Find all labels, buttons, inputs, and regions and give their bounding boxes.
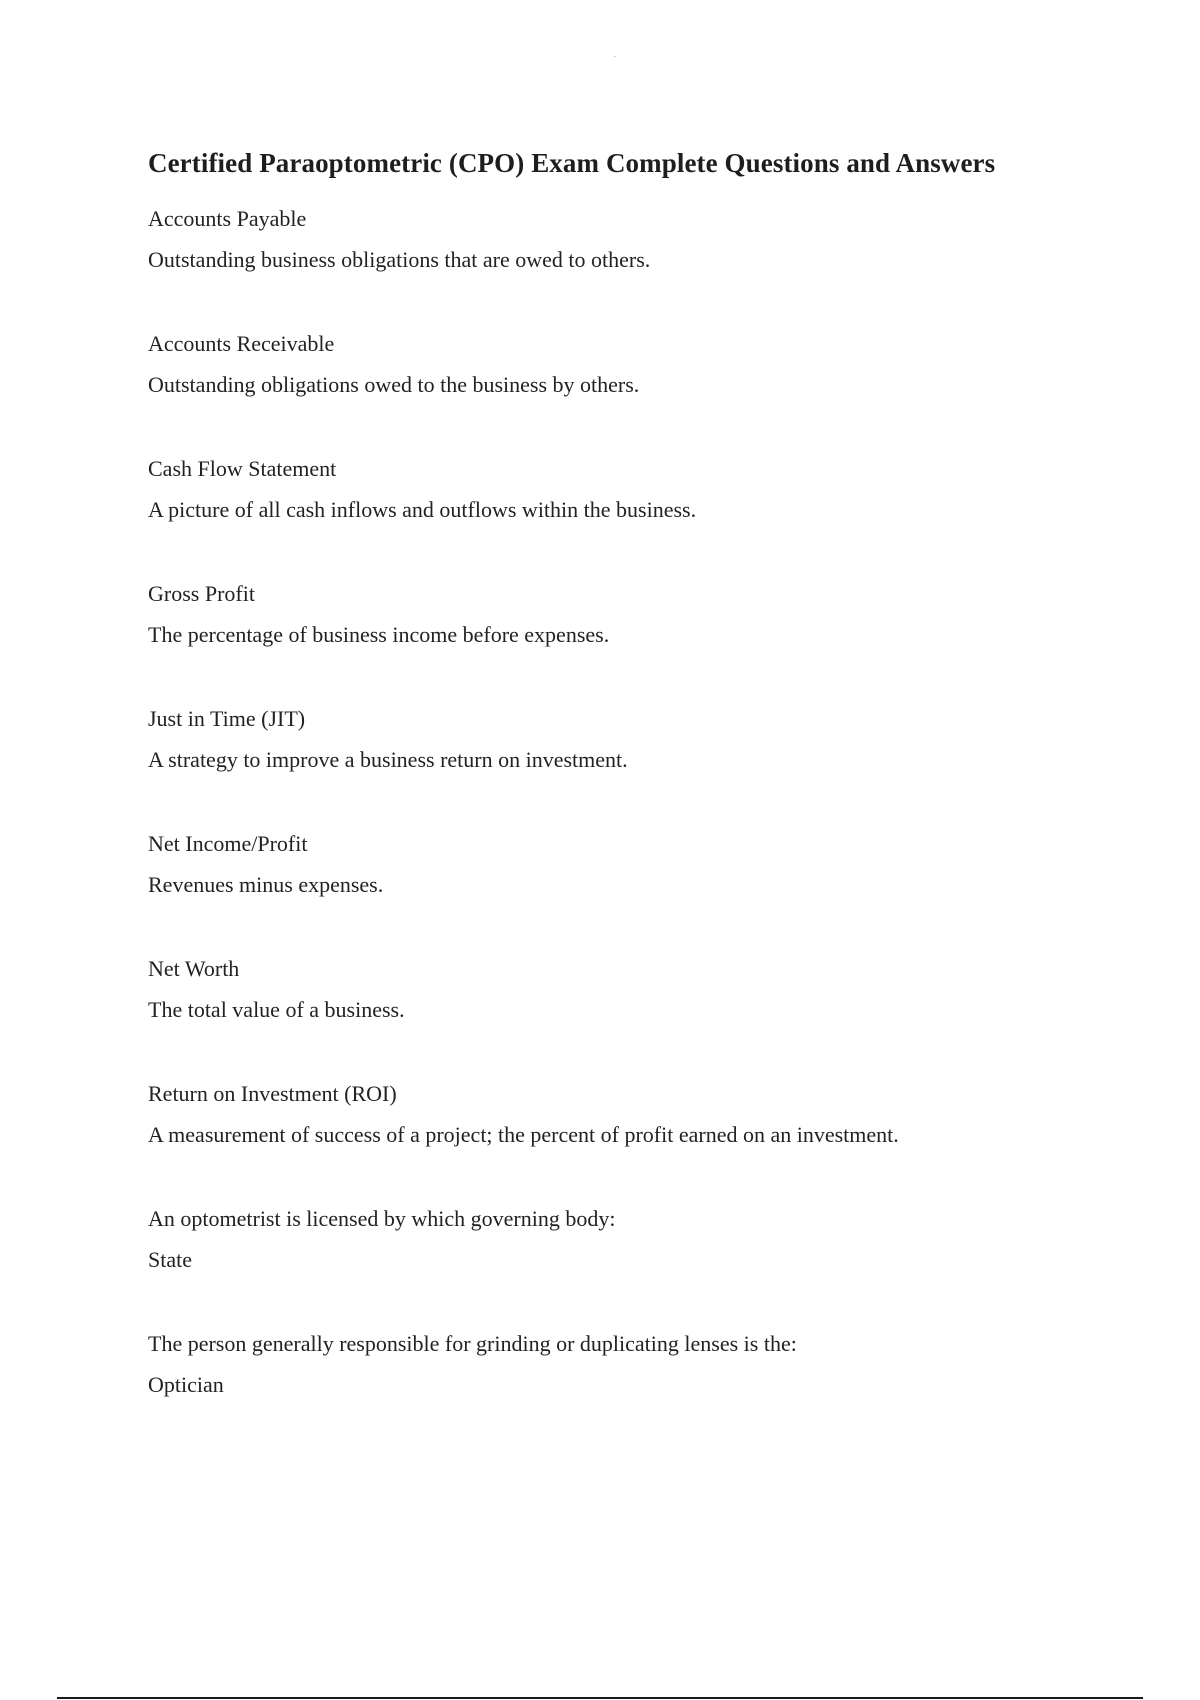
footer-divider (57, 1697, 1143, 1699)
qa-answer: Outstanding business obligations that are owed to others. (148, 247, 651, 272)
qa-answer: The total value of a business. (148, 997, 405, 1022)
qa-answer: Revenues minus expenses. (148, 872, 384, 897)
qa-question: Net Worth (148, 956, 240, 981)
document-title: Certified Paraoptometric (CPO) Exam Complete Questions and Answers (148, 148, 996, 178)
qa-question: The person generally responsible for grinding or duplicating lenses is the: (148, 1331, 797, 1356)
qa-item (148, 823, 1148, 948)
qa-item (148, 948, 1148, 1073)
qa-question: An optometrist is licensed by which governing body: (148, 1206, 616, 1231)
scan-artifact-dot (614, 56, 616, 57)
qa-item (148, 323, 1148, 448)
qa-item (148, 448, 1148, 573)
qa-item (148, 1323, 1148, 1448)
qa-list (148, 198, 1148, 1448)
qa-item (148, 1198, 1148, 1323)
qa-question: Just in Time (JIT) (148, 706, 306, 731)
qa-answer: Optician (148, 1372, 224, 1397)
qa-question: Cash Flow Statement (148, 456, 337, 481)
qa-question: Accounts Payable (148, 206, 307, 231)
qa-question: Return on Investment (ROI) (148, 1081, 397, 1106)
qa-item (148, 698, 1148, 823)
qa-question: Gross Profit (148, 581, 255, 606)
qa-answer: State (148, 1247, 192, 1272)
qa-answer: A measurement of success of a project; the percent of profit earned on an investment. (148, 1122, 899, 1147)
qa-item (148, 573, 1148, 698)
qa-answer: Outstanding obligations owed to the business by others. (148, 372, 640, 397)
qa-question: Net Income/Profit (148, 831, 308, 856)
qa-question: Accounts Receivable (148, 331, 335, 356)
qa-item (148, 198, 1148, 323)
qa-answer: The percentage of business income before expenses. (148, 622, 610, 647)
qa-answer: A picture of all cash inflows and outflows within the business. (148, 497, 697, 522)
qa-answer: A strategy to improve a business return on investment. (148, 747, 628, 772)
qa-item (148, 1073, 1148, 1198)
